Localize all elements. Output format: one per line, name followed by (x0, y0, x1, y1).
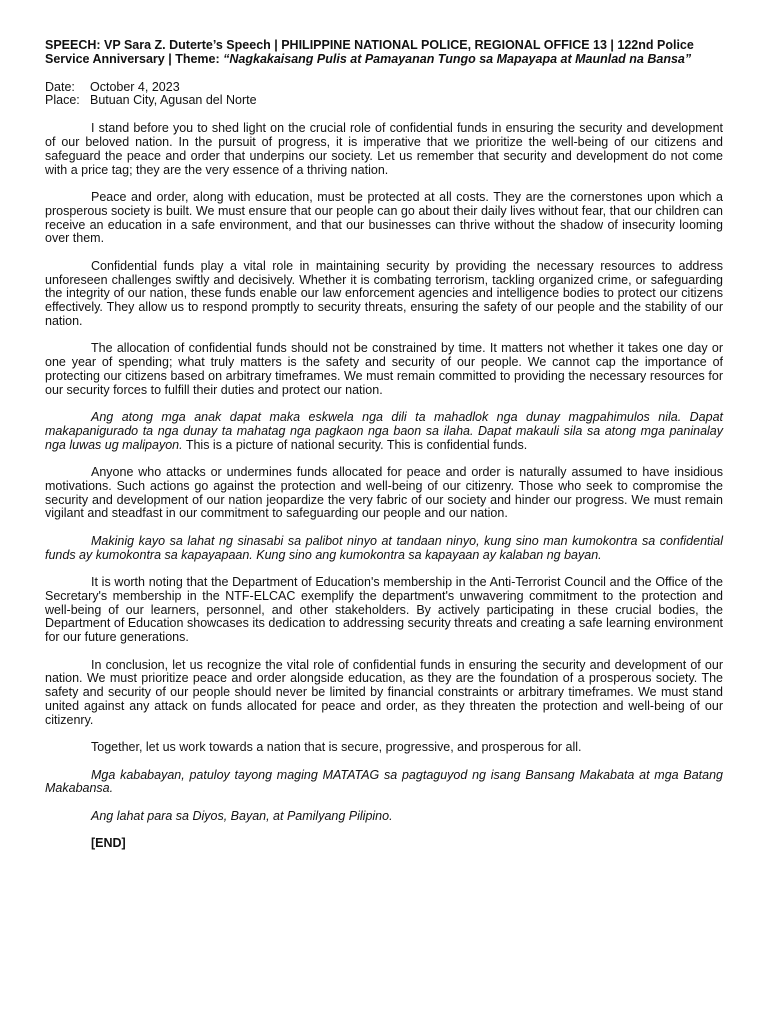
place-row (45, 94, 723, 108)
paragraph-6: Anyone who attacks or undermines funds allocated for peace and order is naturally assumed to have insidious motivations. Such actions go against the protection and well-being of our citizenry. Those who seek to compromise the security and development of our nation jeopardize the very fabric of our society and hinder our progress. We must remain vigilant and steadfast in our commitment to safeguarding our people and our nation. (45, 465, 723, 521)
theme-text: “Nagkakaisang Pulis at Pamayanan Tungo sa Mapayapa at Maunlad na Bansa” (223, 51, 692, 66)
paragraph-12: Ang lahat para sa Diyos, Bayan, at Pamilyang Pilipino. (91, 808, 393, 823)
paragraph-11: Mga kababayan, patuloy tayong maging MATATAG sa pagtaguyod ng isang Bansang Makabata at mga Batang Makabansa. (45, 767, 723, 796)
speech-document (45, 39, 723, 851)
event-details (45, 81, 723, 109)
paragraph-8: It is worth noting that the Department of Education's membership in the Anti-Terrorist Council and the Office of the Secretary's membership in the NTF-ELCAC exemplify the department's unwavering commitment to the protection and well-being of our learners, personnel, and other stakeholders. By actively participating in these crucial bodies, the Department of Education showcases its dedication to addressing security threats and creating a safe learning environment for our future generations. (45, 575, 723, 645)
paragraph-1: I stand before you to shed light on the crucial role of confidential funds in ensuring the security and development of our beloved nation. In the pursuit of progress, it is imperative that we prioritize the well-being of our citizens and safeguard the peace and order that underpins our society. Let us remember that security and development do not come with a price tag; they are the very essence of a thriving nation. (45, 121, 723, 177)
paragraph-9: In conclusion, let us recognize the vital role of confidential funds in ensuring the security and development of our nation. We must prioritize peace and order alongside education, as they are the foundation of a prosperous society. The safety and security of our people should never be limited by financial constraints or arbitrary timeframes. We must stand united against any attack on funds allocated for peace and order, as they threaten the protection and well-being of our citizenry. (45, 657, 723, 727)
paragraph-7: Makinig kayo sa lahat ng sinasabi sa palibot ninyo at tandaan ninyo, kung sino man kumokontra sa confidential funds ay kumokontra sa kapayapaan. Kung sino ang kumokontra sa kapayaan ay kalaban ng bayan. (45, 533, 723, 562)
paragraph-10: Together, let us work towards a nation that is secure, progressive, and prosperous for all. (91, 740, 582, 755)
place-label: Place: (45, 93, 80, 108)
end-marker: [END] (91, 836, 126, 851)
paragraph-3: Confidential funds play a vital role in maintaining security by providing the necessary resources to address unforeseen challenges swiftly and decisively. Whether it is combating terrorism, tackling organized crime, or safeguarding the integrity of our nation, these funds enable our law enforcement agencies and intelligence bodies to protect our citizens effectively. They allow us to respond promptly to security threats, ensuring the safety of our people and the stability of our nation. (45, 258, 723, 328)
document-title (45, 39, 723, 67)
paragraph-2: Peace and order, along with education, must be protected at all costs. They are the cornerstones upon which a prosperous society is built. We must ensure that our people can go about their daily lives without fear, that our children can receive an education in a safe environment, and that our businesses can thrive without the shadow of insecurity looming over them. (45, 189, 723, 246)
paragraph-4: The allocation of confidential funds should not be constrained by time. It matters not whether it takes one day or one year of spending; what truly matters is the safety and security of our people. We cannot cap the importance of protecting our citizens based on arbitrary timeframes. We must remain committed to providing the necessary resources for our security forces to fulfill their duties and protect our nation. (45, 341, 723, 397)
place-value: Butuan City, Agusan del Norte (90, 93, 257, 108)
paragraph-5 (45, 411, 723, 452)
title-text: SPEECH: VP Sara Z. Duterte’s Speech | PHILIPPINE NATIONAL POLICE, REGIONAL OFFICE 13 | 122nd Police Service Anniversary | Theme: (45, 38, 694, 66)
date-row (45, 81, 723, 95)
paragraph-5-english: This is a picture of national security. This is confidential funds. (182, 437, 528, 452)
paragraph-5-cebuano: Ang atong mga anak dapat maka eskwela nga dili ta mahadlok nga dunay magpahimulos nila. Dapat makapanigurado ta nga dunay ta mahatag nga pagkaon nga baon sa ilaha. Dapat makauli sila sa atong mga paninalay nga luwas ug malipayon. (45, 410, 723, 452)
date-value: October 4, 2023 (90, 79, 180, 94)
date-label: Date: (45, 79, 75, 94)
